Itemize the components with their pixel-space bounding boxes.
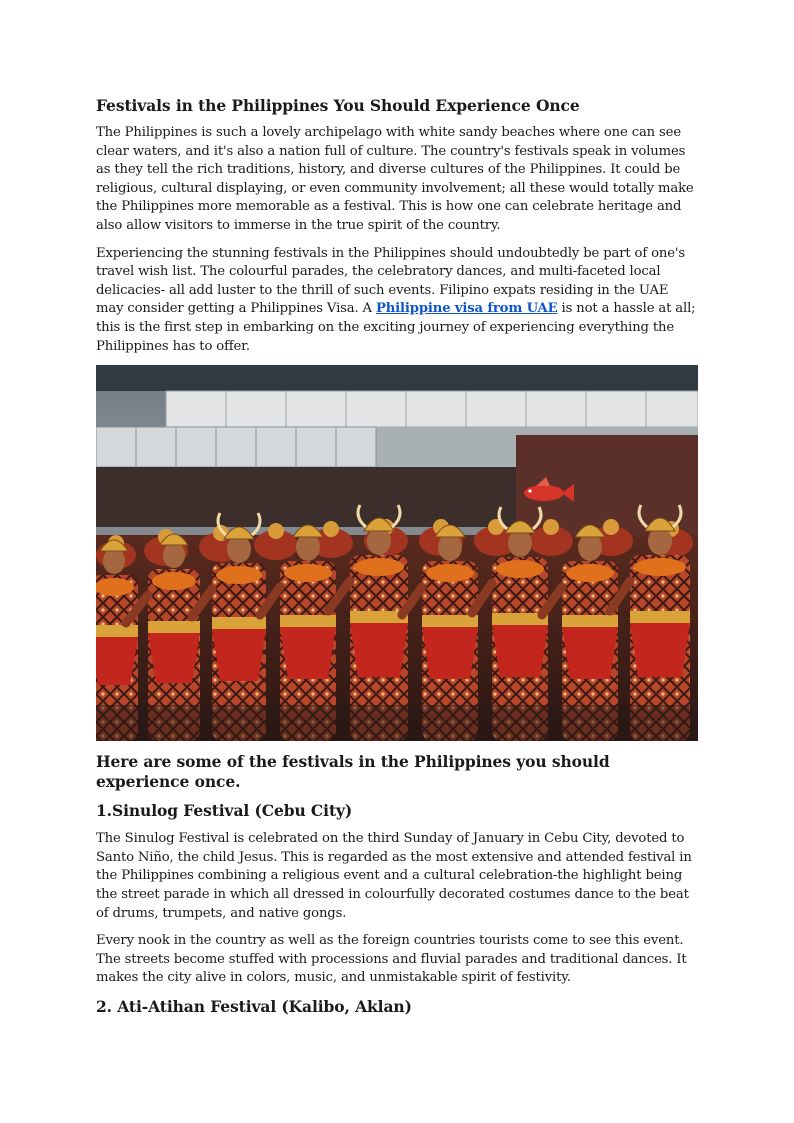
sinulog-paragraph-1: The Sinulog Festival is celebrated on the third Sunday of January in Cebu City, devoted to Santo Niño, the child Jesus. This is regarded as the most extensive and attended festival in the Philippines combining a religious event and a cultural celebration-the highlight being the street parade in which all dressed in colourfully decorated costumes dance to the beat of drums, trumpets, and native gongs. bbox=[96, 831, 692, 921]
festival-dancers-illustration bbox=[96, 365, 698, 741]
visa-paragraph-text-before: Experiencing the stunning festivals in the Philippines should undoubtedly be part of one's travel wish list. The colourful parades, the celebratory dances, and multi-faceted local delicacies- all add luster to the thrill of such events. Filipino expats residing in the UAE may consider getting a Philippines Visa. A bbox=[96, 245, 686, 317]
visa-paragraph-text-after: is not a hassle at all; this is the first step in embarking on the exciting journey of experiencing everything the Philippines has to offer. bbox=[96, 301, 696, 354]
atiatihan-heading: 2. Ati-Atihan Festival (Kalibo, Aklan) bbox=[96, 996, 412, 1016]
article-title: Festivals in the Philippines You Should Experience Once bbox=[96, 96, 580, 115]
philippine-visa-link[interactable]: Philippine visa from UAE bbox=[375, 301, 558, 317]
sinulog-heading: 1.Sinulog Festival (Cebu City) bbox=[96, 801, 353, 821]
visa-paragraph bbox=[96, 245, 698, 357]
festivals-list-heading: Here are some of the festivals in the Philippines you should experience once. bbox=[96, 752, 610, 792]
festival-dancers-photo bbox=[96, 365, 698, 741]
sinulog-paragraph-2: Every nook in the country as well as the foreign countries tourists come to see this event. The streets become stuffed with processions and fluvial parades and traditional dances. It makes the city alive in colors, music, and unmistakable spirit of festivity. bbox=[96, 933, 687, 986]
intro-paragraph: The Philippines is such a lovely archipelago with white sandy beaches where one can see clear waters, and it's also a nation full of culture. The country's festivals speak in volumes as they tell the rich traditions, history, and diverse cultures of the Philippines. It could be religious, cultural displaying, or even community involvement; all these would totally make the Philippines more memorable as a festival. This is how one can celebrate heritage and also allow visitors to immerse in the true spirit of the country. bbox=[96, 125, 694, 233]
